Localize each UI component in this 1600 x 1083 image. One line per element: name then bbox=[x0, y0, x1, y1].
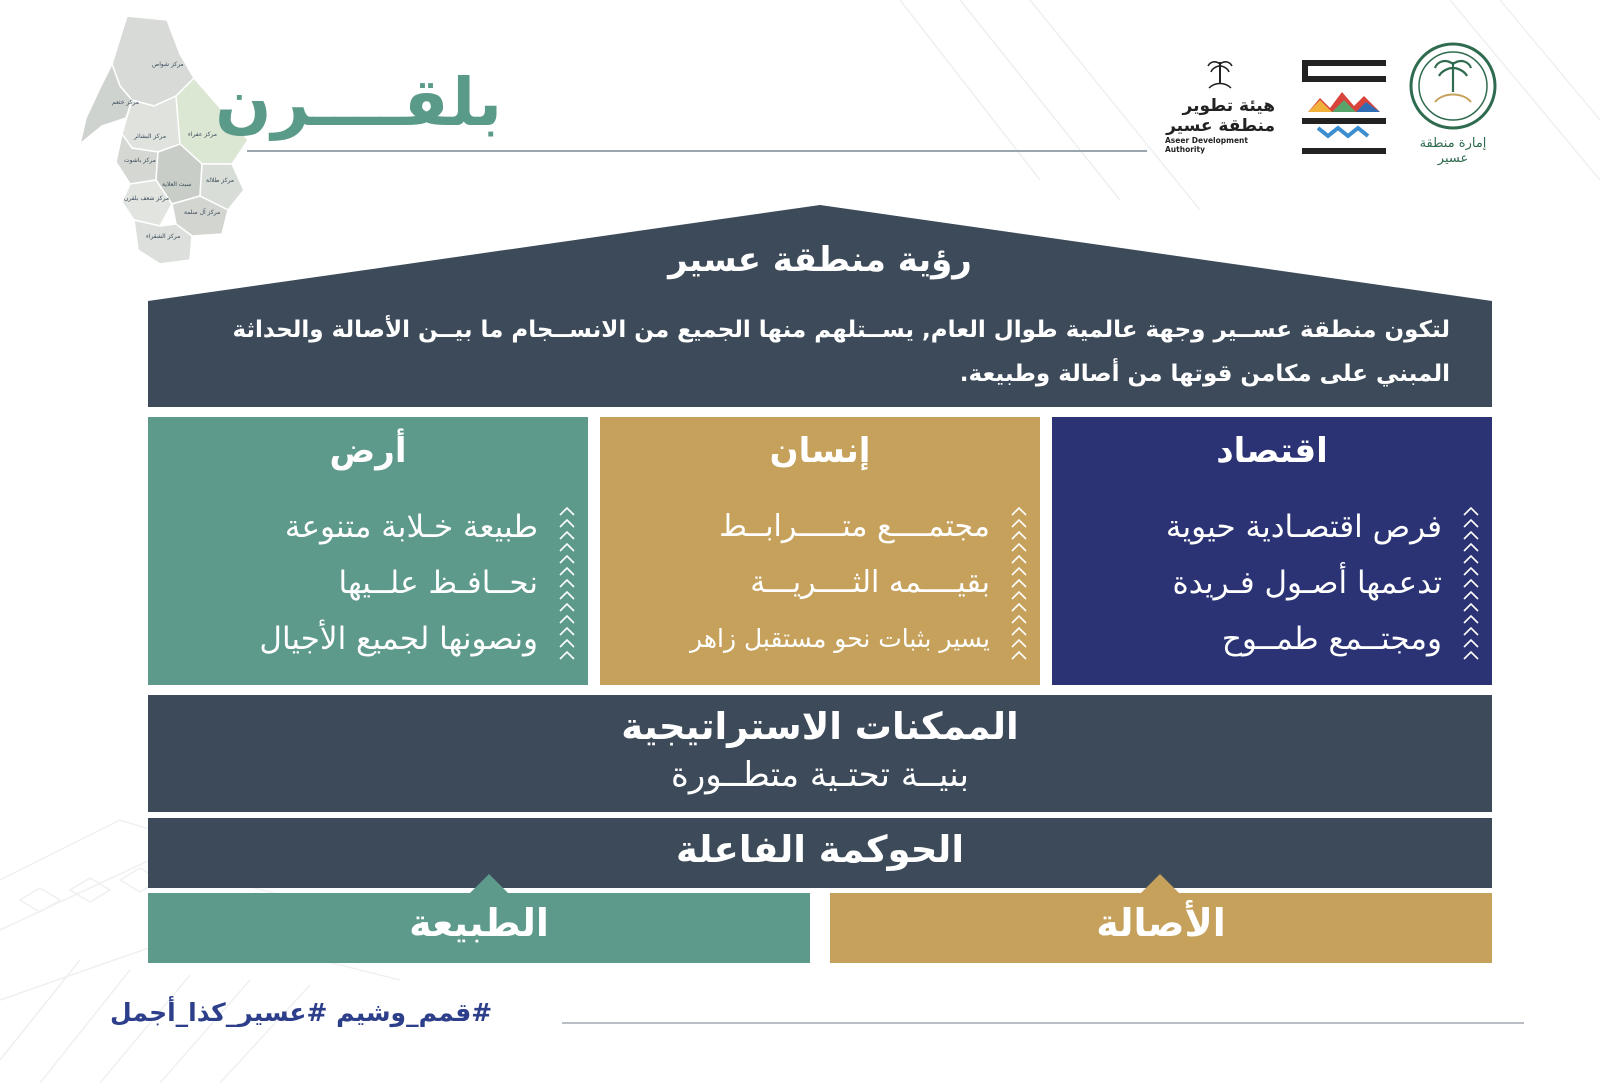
emblem-icon bbox=[1407, 40, 1499, 132]
mountain-logo-icon bbox=[1302, 60, 1386, 156]
pillar-lines bbox=[178, 499, 538, 667]
foundation-authenticity bbox=[830, 893, 1492, 963]
chevron-up-icon bbox=[1460, 503, 1482, 663]
vision-title: رؤية منطقة عسير bbox=[668, 240, 972, 280]
strategic-enablers bbox=[148, 695, 1492, 812]
foundation-nature bbox=[148, 893, 810, 963]
svg-text:مركز البشائر: مركز البشائر bbox=[134, 133, 167, 140]
svg-text:مركز عفراء: مركز عفراء bbox=[188, 131, 218, 138]
pillar-line: طبيعة خـلابة متنوعة bbox=[284, 509, 538, 545]
pillar-line: تدعمها أصـول فـريدة bbox=[1172, 565, 1442, 601]
svg-text:مركز الشقراء: مركز الشقراء bbox=[146, 233, 181, 240]
header-divider bbox=[247, 150, 1147, 152]
governance-title: الحوكمة الفاعلة bbox=[676, 828, 964, 871]
pillar-lines bbox=[1082, 499, 1442, 667]
pillar-line: ومجتــمع طمــوح bbox=[1221, 621, 1442, 657]
aseer-logo-english: Aseer Development Authority bbox=[1165, 136, 1248, 154]
page-title: بلقــــرن bbox=[215, 64, 502, 141]
pillar-line: فرص اقتصـادية حيوية bbox=[1165, 509, 1442, 545]
pillar-line: يسير بثبات نحو مستقبل زاهر bbox=[690, 624, 990, 653]
footer-hashtag[interactable]: #قمم_وشيم #عسير_كذا_أجمل bbox=[110, 998, 493, 1027]
foundation-label: الطبيعة bbox=[409, 901, 549, 945]
chevron-up-icon bbox=[556, 503, 578, 663]
svg-text:مركز طلالة: مركز طلالة bbox=[206, 177, 234, 184]
pillar-line: ونصونها لجميع الأجيال bbox=[259, 621, 538, 657]
aseer-logo-line1: هيئة تطوير bbox=[1182, 96, 1275, 116]
enablers-subtitle: بنيــة تحتـية متطــورة bbox=[671, 755, 969, 795]
svg-text:مركز شواص: مركز شواص bbox=[152, 61, 184, 68]
pillar-lines bbox=[630, 499, 990, 667]
pillar-land bbox=[148, 417, 588, 685]
foundation-notch bbox=[469, 874, 509, 894]
svg-text:مركز آل سلمة: مركز آل سلمة bbox=[184, 209, 221, 216]
pillar-economy bbox=[1052, 417, 1492, 685]
footer-divider bbox=[562, 1022, 1524, 1024]
svg-text:مركز شعف بلقرن: مركز شعف بلقرن bbox=[124, 195, 170, 202]
foundation-label: الأصالة bbox=[1096, 901, 1226, 945]
aseer-logo-line2: منطقة عسير bbox=[1166, 116, 1275, 136]
pillar-line: مجتمــــع متـــــرابــط bbox=[719, 509, 990, 544]
svg-text:مركز خثعم: مركز خثعم bbox=[112, 99, 140, 106]
pillar-human bbox=[600, 417, 1040, 685]
vision-statement bbox=[200, 308, 1450, 396]
vision-line-1: لتكون منطقة عســير وجهة عالمية طوال العام, يســتلهم منها الجميع من الانســجام ما بيــن الأصالة والحداثة bbox=[232, 317, 1450, 343]
effective-governance bbox=[148, 818, 1492, 888]
foundation-notch bbox=[1140, 874, 1180, 894]
pillar-line: نحــافـظ علــيها bbox=[338, 565, 538, 601]
pillar-line: بقيــــمه الثــــريـــة bbox=[750, 565, 990, 600]
vision-line-2: المبني على مكامن قوتها من أصالة وطبيعة. bbox=[959, 361, 1450, 387]
chevron-up-icon bbox=[1008, 503, 1030, 663]
svg-text:مركز باشوت: مركز باشوت bbox=[124, 157, 156, 164]
pillar-title: إنسان bbox=[769, 431, 871, 471]
svg-text:سبت العلاية: سبت العلاية bbox=[162, 181, 192, 188]
aseer-emirate-emblem bbox=[1407, 40, 1499, 180]
palm-swords-icon bbox=[1165, 58, 1275, 96]
aseer-development-authority-logo bbox=[1165, 58, 1275, 158]
emblem-caption: إمارة منطقة عسير bbox=[1419, 136, 1487, 166]
enablers-title: الممكنات الاستراتيجية bbox=[621, 705, 1019, 748]
pillar-title: اقتصاد bbox=[1216, 431, 1328, 471]
pillar-title: أرض bbox=[329, 431, 407, 471]
